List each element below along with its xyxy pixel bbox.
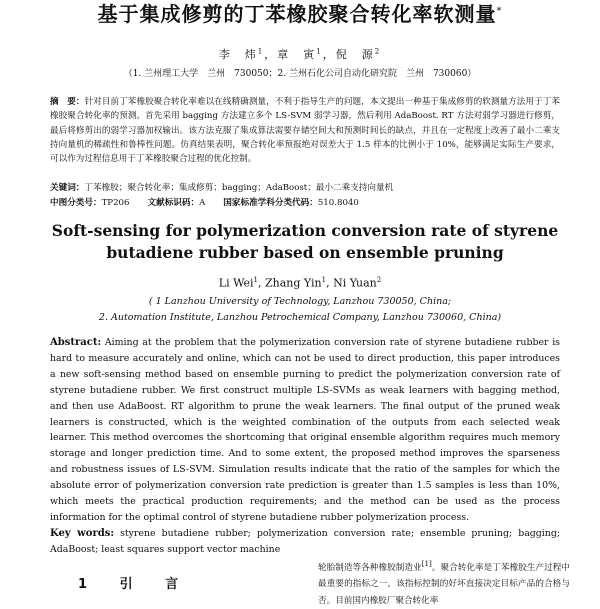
doc-code: A bbox=[199, 198, 206, 208]
english-affiliation-1: ( 1 Lanzhou University of Technology, Lanzhou 730050, China; bbox=[148, 296, 452, 307]
chinese-abstract-label: 摘 要： bbox=[50, 97, 85, 107]
clc-label: 中图分类号： bbox=[50, 198, 102, 208]
english-title: Soft-sensing for polymerization conversion rate of styrene butadiene rubber based on ensemble pruning bbox=[51, 221, 559, 262]
english-keywords-label: Key words: bbox=[50, 527, 115, 539]
author-affil-mark: 2 bbox=[376, 276, 382, 284]
author-affil-mark: 1 bbox=[257, 47, 265, 56]
author-name: 倪 源 bbox=[335, 48, 375, 61]
clc-code: TP206 bbox=[101, 198, 130, 208]
author-name: 李 炜 bbox=[218, 48, 258, 61]
author-affil-mark: 1 bbox=[321, 276, 327, 284]
introduction-text bbox=[318, 556, 570, 609]
chinese-title bbox=[0, 0, 600, 27]
author-separator: ， bbox=[322, 48, 336, 61]
english-affiliation-2: 2. Automation Institute, Lanzhou Petrochemical Company, Lanzhou 730060, China) bbox=[98, 312, 502, 323]
citation-ref: [1] bbox=[421, 559, 432, 568]
doc-code-label: 文献标识码： bbox=[147, 198, 200, 208]
chinese-affiliations: （1. 兰州理工大学 兰州 730050；2. 兰州石化公司自动化研究院 兰州 730060） bbox=[123, 69, 477, 79]
english-keywords-text: styrene butadiene rubber; polymerization conversion rate; ensemble pruning; bagging; AdaBoost; least squares support vector machine bbox=[50, 527, 560, 555]
chinese-abstract bbox=[50, 95, 560, 166]
chinese-title-text: 基于集成修剪的丁苯橡胶聚合转化率软测量 bbox=[97, 2, 497, 26]
classification-line bbox=[50, 196, 570, 208]
author-separator: ， bbox=[264, 48, 278, 61]
english-abstract-label: Abstract: bbox=[50, 337, 102, 348]
author-name: Li Wei bbox=[218, 276, 254, 290]
subject-code: 510.8040 bbox=[317, 198, 359, 208]
chinese-keywords-text: 丁苯橡胶；聚合转化率；集成修剪；bagging；AdaBoost；最小二乘支持向量机 bbox=[84, 183, 394, 193]
chinese-authors bbox=[0, 46, 600, 62]
author-affil-mark: 2 bbox=[374, 47, 382, 56]
author-name: 章 寅 bbox=[277, 48, 317, 61]
author-affil-mark: 1 bbox=[253, 276, 258, 284]
section-heading-introduction: 1 引 言 bbox=[78, 577, 193, 592]
author-name: Ni Yuan bbox=[333, 276, 377, 290]
author-affil-mark: 1 bbox=[316, 47, 323, 56]
intro-text-part: 轮胎制造等各种橡胶制造业 bbox=[318, 562, 422, 573]
author-name: Zhang Yin bbox=[265, 276, 322, 290]
english-authors bbox=[0, 276, 600, 290]
chinese-keywords-label: 关键词： bbox=[50, 183, 85, 193]
chinese-keywords bbox=[50, 181, 560, 193]
title-footnote-mark: * bbox=[496, 5, 503, 17]
english-abstract bbox=[50, 335, 560, 558]
author-separator: , bbox=[258, 276, 265, 290]
english-abstract-text: Aiming at the problem that the polymerization conversion rate of styrene butadiene rubber is hard to measure accurately and online, which can not be used to direct production, this paper introduces a new soft-sensing method based on ensemble purning to predict the polymerization conversion rate of styrene butadiene rubber. We first construct multiple LS-SVMs as weak learners with bagging method, and then use AdaBoost. RT algorithm to prune the weak learners. The final output of the pruned weak learners is constructed, which is the weighted combination of the outputs from each selected weak learner. This method overcomes the shortcoming that original ensemble algorithm requires much memory storage and longer prediction time. And to some extent, the proposed method improves the sparseness and robustness issues of LS-SVM. Simulation results indicate that the ratio of the samples for which the absolute error of polymerization conversion rate prediction is greater than 1.5 samples is less than 10%, which meets the practical production requirements; and the method can be used as the process information for the optimal control of styrene butadiene rubber polymerization process. bbox=[50, 337, 560, 523]
author-separator: , bbox=[326, 276, 334, 290]
chinese-abstract-text: 针对目前丁苯橡胶聚合转化率难以在线精确测量，不利于指导生产的问题，本文提出一种基于集成修剪的软测量方法用于丁苯橡胶聚合转化率的预测。首先采用 bagging 方法建立多个 LS-SVM 弱学习器，然后利用 AdaBoost. RT 方法对弱学习器进行修剪，最后将修剪出的弱学习器加权输出。该方法克服了集成算法需要存储空间大和预测时间长的缺点，并且在一定程度上改善了最小二乘支持向量机的稀疏性和鲁棒性问题。仿真结果表明，聚合转化率预报绝对误差大于 1.5 样本的比例小于 10%，能够满足实际生产要求，可以作为过程信息用于丁苯橡胶聚合过程的优化控制。 bbox=[50, 97, 560, 165]
subject-code-label: 国家标准学科分类代码： bbox=[223, 198, 318, 208]
intro-text-part: 。聚合转化率是丁苯橡胶生产过程中最重要的指标之一，该指标控制的好坏直接决定目标产品的合格与否。目前国内橡胶厂聚合转化率 bbox=[318, 562, 570, 606]
